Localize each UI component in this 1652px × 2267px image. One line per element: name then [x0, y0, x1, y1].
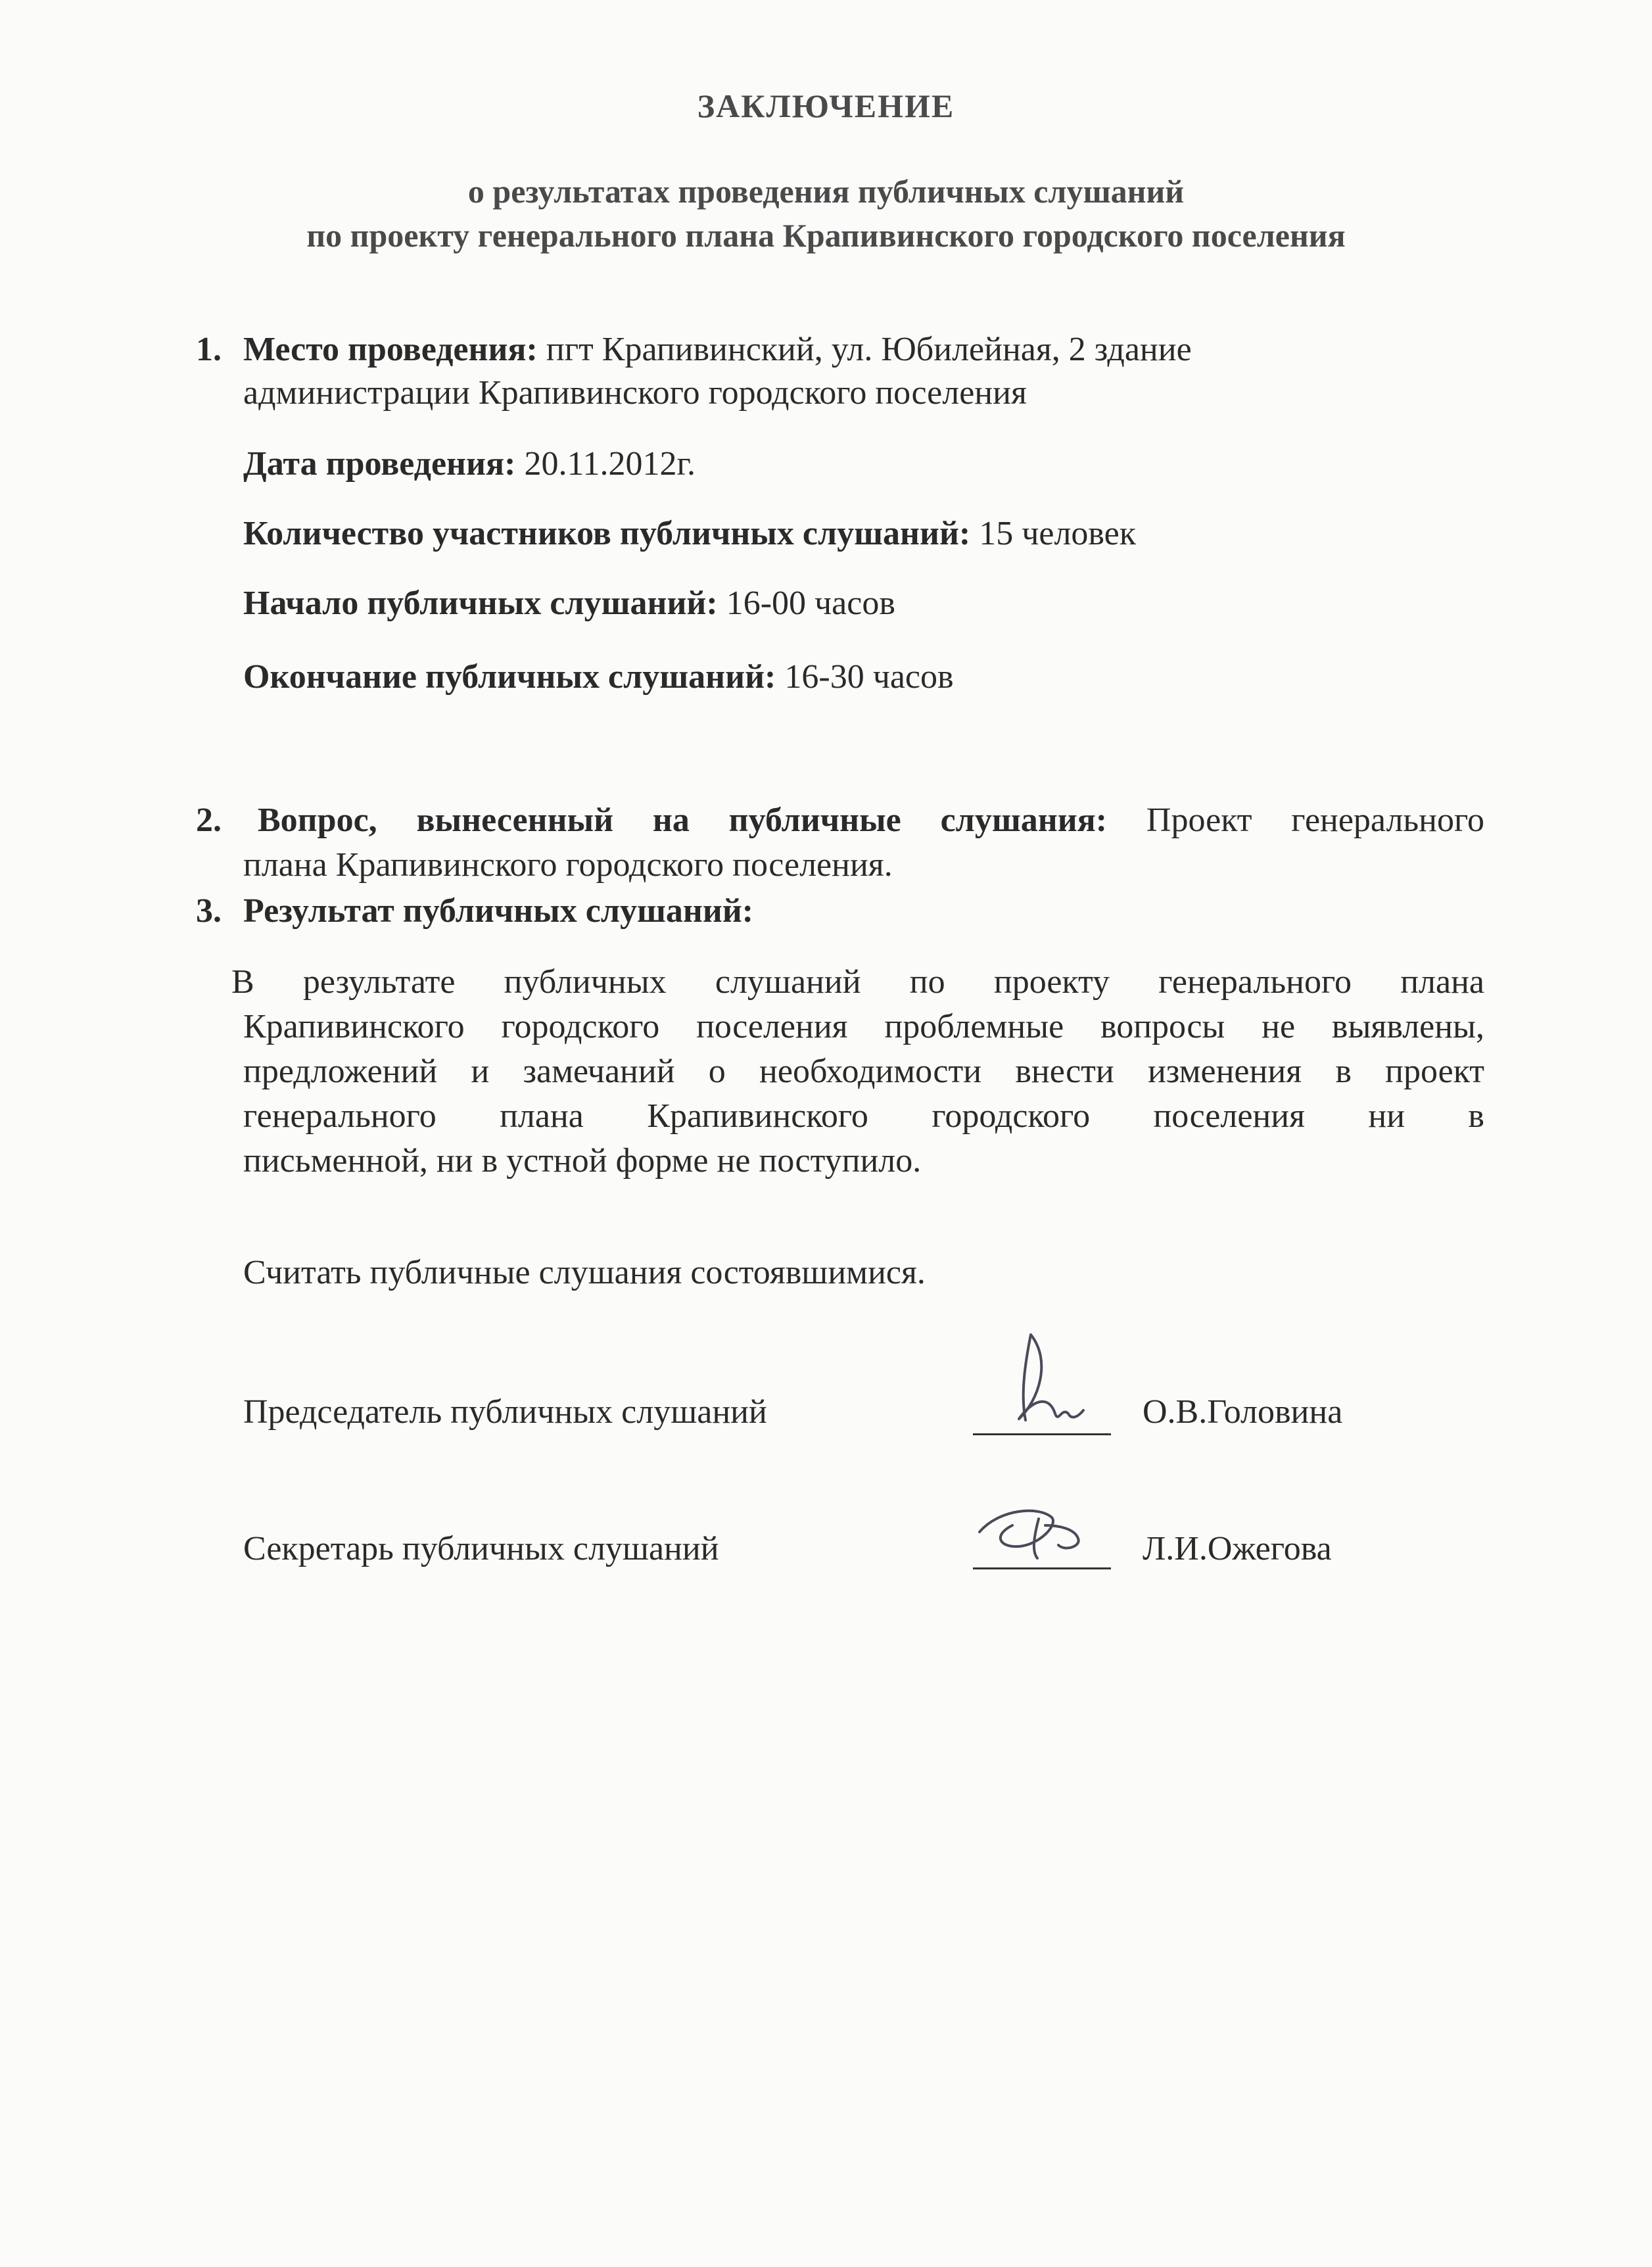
chair-signature-line — [973, 1433, 1111, 1435]
start-line — [243, 580, 895, 627]
end-line — [243, 654, 954, 701]
conclusion-text: Считать публичные слушания состоявшимися. — [243, 1254, 926, 1291]
start-label: Начало публичных слушаний: — [243, 585, 718, 622]
secretary-signature-icon — [960, 1499, 1131, 1571]
result-text-line4: генерального плана Крапивинского городского поселения ни в — [243, 1097, 1484, 1135]
secretary-role: Секретарь публичных слушаний — [243, 1530, 719, 1567]
end-label: Окончание публичных слушаний: — [243, 658, 776, 696]
document-title: ЗАКЛЮЧЕНИЕ — [697, 87, 955, 124]
place-value: пгт Крапивинский, ул. Юбилейная, 2 здание — [537, 331, 1192, 368]
participants-label: Количество участников публичных слушаний: — [243, 515, 971, 552]
section3-label: Результат публичных слушаний: — [243, 892, 754, 930]
section2-value-line1: Проект генерального — [1146, 801, 1484, 839]
result-text-line1: В результате публичных слушаний по проекту генерального плана — [231, 963, 1484, 1001]
place-line2: администрации Крапивинского городского поселения — [243, 374, 1027, 412]
document-subtitle-line2: по проекту генерального плана Крапивинского городского поселения — [306, 217, 1346, 254]
date-line — [243, 441, 696, 488]
date-label: Дата проведения: — [243, 445, 516, 483]
section3-number: 3. — [196, 892, 222, 930]
section2-number: 2. — [196, 801, 222, 839]
participants-line — [243, 510, 1136, 558]
chair-name: О.В.Головина — [1143, 1393, 1343, 1431]
result-text-line5: письменной, ни в устной форме не поступило. — [243, 1142, 922, 1180]
start-value: 16-00 часов — [717, 585, 895, 622]
result-text-line2: Крапивинского городского поселения проблемные вопросы не выявлены, — [243, 1008, 1484, 1045]
place-line1 — [243, 326, 1192, 373]
participants-value: 15 человек — [970, 515, 1137, 552]
secretary-name: Л.И.Ожегова — [1143, 1530, 1332, 1567]
section2-line1 — [258, 797, 1484, 844]
section1-number: 1. — [196, 331, 222, 368]
result-text-line3: предложений и замечаний о необходимости внести изменения в проект — [243, 1053, 1484, 1090]
chair-signature-icon — [979, 1322, 1111, 1440]
document-subtitle-line1: о результатах проведения публичных слушаний — [467, 173, 1185, 210]
chair-role: Председатель публичных слушаний — [243, 1393, 767, 1431]
date-value: 20.11.2012г. — [515, 445, 696, 483]
place-label: Место проведения: — [243, 331, 538, 368]
section2-line2: плана Крапивинского городского поселения. — [243, 846, 893, 884]
secretary-signature-line — [973, 1567, 1111, 1569]
section2-label: Вопрос, вынесенный на публичные слушания: — [258, 801, 1108, 839]
end-value: 16-30 часов — [776, 658, 954, 696]
